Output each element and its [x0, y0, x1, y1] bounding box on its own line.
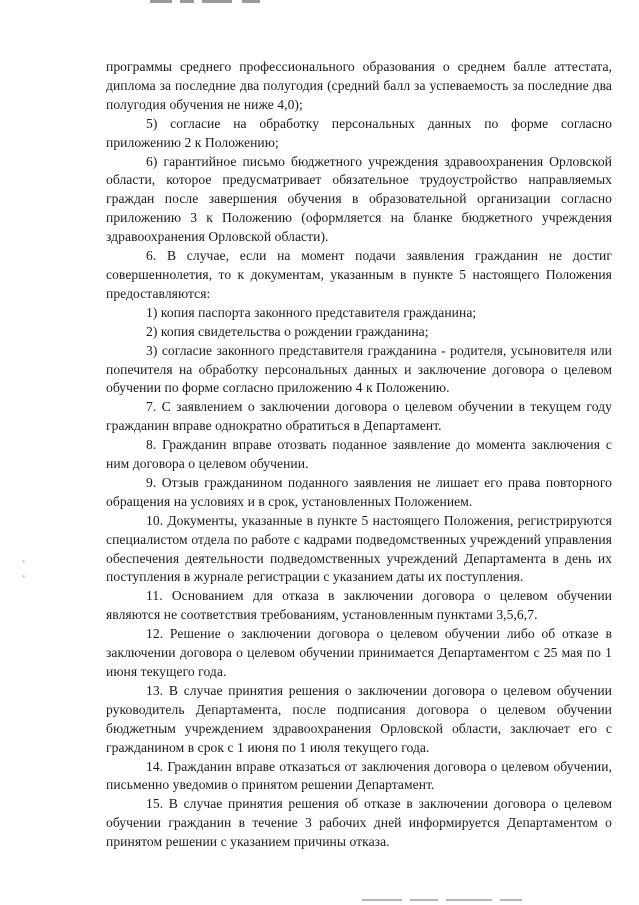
paragraph: 9. Отзыв гражданином поданного заявления не лишает его права повторного обращения на условиях и в срок, установленных Положением. — [106, 474, 612, 509]
paragraph: 7. С заявлением о заключении договора о целевом обучении в текущем году гражданин вправе однократно обратиться в Департамент. — [106, 399, 612, 434]
paragraph: 10. Документы, указанные в пункте 5 настоящего Положения, регистрируются специалистом отдела по работе с кадрами подведомственных учреждений управления обеспечения деятельности подведомственных учреждений Департамента в день их поступления в журнале регистрации с указанием даты их поступления. — [106, 512, 612, 585]
scan-edge-mark — [150, 0, 270, 4]
list-item: 3) согласие законного представителя гражданина - родителя, усыновителя или попечителя на обработку персональных данных и заключение договора о целевом обучении по форме согласно приложению 4 к Положению. — [106, 342, 612, 396]
paragraph: 12. Решение о заключении договора о целевом обучении либо об отказе в заключении договора о целевом обучении принимается Департаментом с 25 мая по 1 июня текущего года. — [106, 626, 612, 679]
paragraph: 15. В случае принятия решения об отказе в заключении договора о целевом обучении гражданин в течение 3 рабочих дней информируется Департаментом о принятом решении с указанием причины отказа. — [106, 796, 612, 850]
paragraph: 5) согласие на обработку персональных данных по форме согласно приложению 2 к Положению; — [106, 115, 612, 150]
scan-speck — [22, 575, 25, 578]
paragraph: 14. Гражданин вправе отказаться от заключения договора о целевом обучении, письменно уведомив о принятом решении Департамент. — [106, 758, 612, 793]
document-body — [106, 58, 612, 852]
paragraph: программы среднего профессионального образования о среднем балле аттестата, диплома за последние два полугодия (средний балл за успеваемость за последние два полугодия обучения не ниже 4,0); — [106, 59, 612, 112]
scan-edge-mark — [0, 895, 639, 901]
list-item: 1) копия паспорта законного представителя гражданина; — [146, 304, 477, 320]
paragraph: 13. В случае принятия решения о заключении договора о целевом обучении руководитель Департамента, после подписания договора о целевом обучении бюджетным учреждением здравоохранения Орловской области, заключает его с гражданином в срок с 1 июня по 1 июля текущего года. — [106, 682, 612, 755]
paragraph: 11. Основанием для отказа в заключении договора о целевом обучении являются не соответствия требованиям, установленным пунктами 3,5,6,7. — [106, 588, 612, 623]
scan-speck — [22, 560, 25, 563]
paragraph: 6) гарантийное письмо бюджетного учреждения здравоохранения Орловской области, которое предусматривает обязательное трудоустройство направляемых граждан после завершения обучения в образовательной организации согласно приложению 3 к Положению (оформляется на бланке бюджетного учреждения здравоохранения Орловской области). — [106, 153, 612, 245]
list-item: 2) копия свидетельства о рождении гражданина; — [146, 323, 429, 339]
paragraph: 8. Гражданин вправе отозвать поданное заявление до момента заключения с ним договора о целевом обучении. — [106, 437, 612, 472]
paragraph: 6. В случае, если на момент подачи заявления гражданин не достиг совершеннолетия, то к документам, указанным в пункте 5 настоящего Положения предоставляются: — [106, 248, 612, 301]
